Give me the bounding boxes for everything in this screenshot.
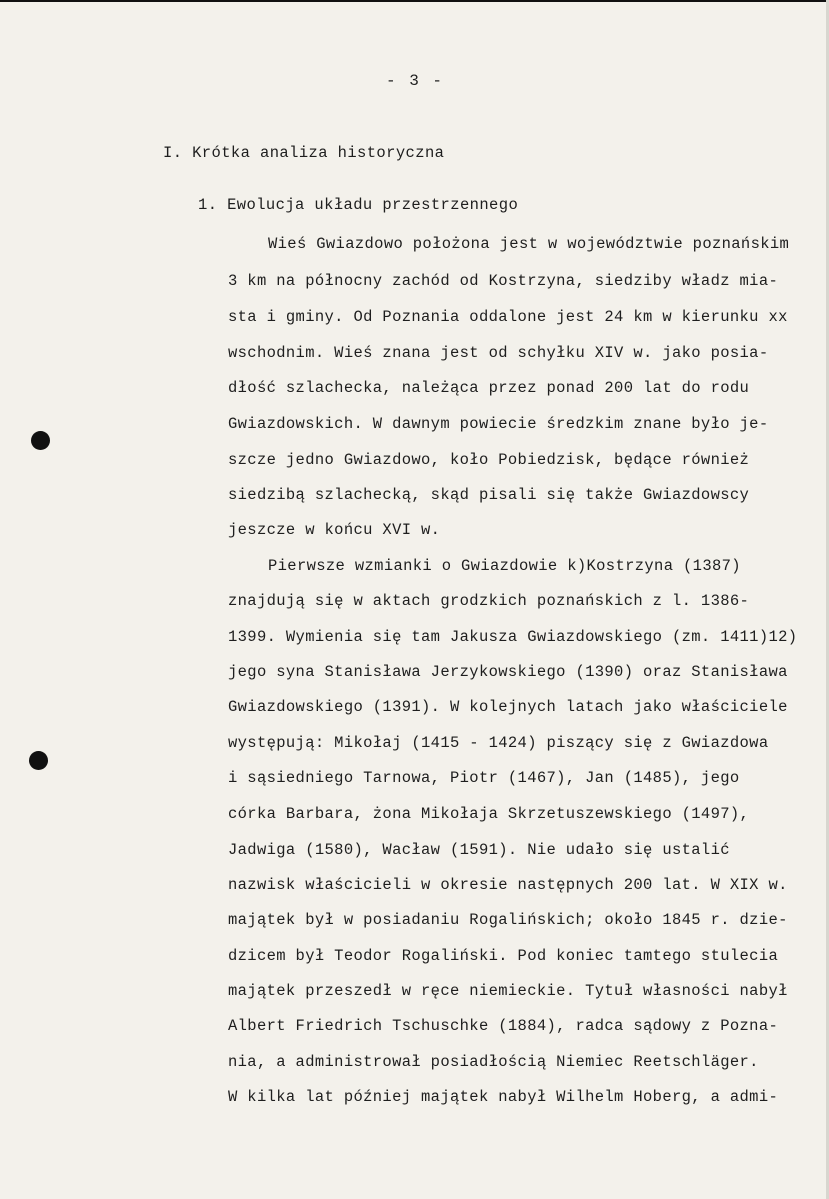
text-line: Gwiazdowskiego (1391). W kolejnych latach jako właściciele (228, 698, 788, 716)
text-line: Wieś Gwiazdowo położona jest w województwie poznańskim (268, 235, 790, 253)
section-heading: I. Krótka analiza historyczna (163, 144, 445, 162)
page-number: - 3 - (385, 72, 444, 90)
text-line: 1399. Wymienia się tam Jakusza Gwiazdowskiego (zm. 1411)12) (228, 628, 798, 646)
scan-top-edge (0, 0, 829, 2)
text-line: jego syna Stanisława Jerzykowskiego (1390) oraz Stanisława (228, 663, 788, 681)
text-line: W kilka lat później majątek nabył Wilhelm Hoberg, a admi- (228, 1088, 779, 1106)
text-line: wschodnim. Wieś znana jest od schyłku XIV w. jako posia- (228, 344, 769, 362)
text-line: nia, a administrował posiadłością Niemiec Reetschläger. (228, 1053, 759, 1071)
text-line: sta i gminy. Od Poznania oddalone jest 24 km w kierunku xx (228, 308, 788, 326)
subsection-heading: 1. Ewolucja układu przestrzennego (198, 196, 519, 214)
text-line: nazwisk właścicieli w okresie następnych 200 lat. W XIX w. (228, 876, 788, 894)
text-line: Gwiazdowskich. W dawnym powiecie średzkim znane było je- (228, 415, 769, 433)
text-line: szcze jedno Gwiazdowo, koło Pobiedzisk, będące również (228, 451, 750, 469)
text-line: Albert Friedrich Tschuschke (1884), radca sądowy z Pozna- (228, 1017, 779, 1035)
text-line: dłość szlachecka, należąca przez ponad 200 lat do rodu (228, 379, 750, 397)
text-line: znajdują się w aktach grodzkich poznańskich z l. 1386- (228, 592, 750, 610)
text-line: córka Barbara, żona Mikołaja Skrzetuszewskiego (1497), (228, 805, 750, 823)
text-line: i sąsiedniego Tarnowa, Piotr (1467), Jan (1485), jego (228, 769, 740, 787)
punch-hole-bottom (29, 751, 48, 770)
punch-hole-top (31, 431, 50, 450)
text-line: siedzibą szlachecką, skąd pisali się także Gwiazdowscy (228, 486, 750, 504)
text-line: majątek przeszedł w ręce niemieckie. Tytuł własności nabył (228, 982, 788, 1000)
text-line: jeszcze w końcu XVI w. (228, 521, 441, 539)
text-line: majątek był w posiadaniu Rogalińskich; około 1845 r. dzie- (228, 911, 788, 929)
text-line: dzicem był Teodor Rogaliński. Pod koniec tamtego stulecia (228, 947, 779, 965)
text-line: Jadwiga (1580), Wacław (1591). Nie udało się ustalić (228, 841, 730, 859)
text-line: Pierwsze wzmianki o Gwiazdowie k)Kostrzyna (1387) (268, 557, 741, 575)
text-line: 3 km na północny zachód od Kostrzyna, siedziby władz mia- (228, 272, 779, 290)
text-line: występują: Mikołaj (1415 - 1424) piszący się z Gwiazdowa (228, 734, 769, 752)
